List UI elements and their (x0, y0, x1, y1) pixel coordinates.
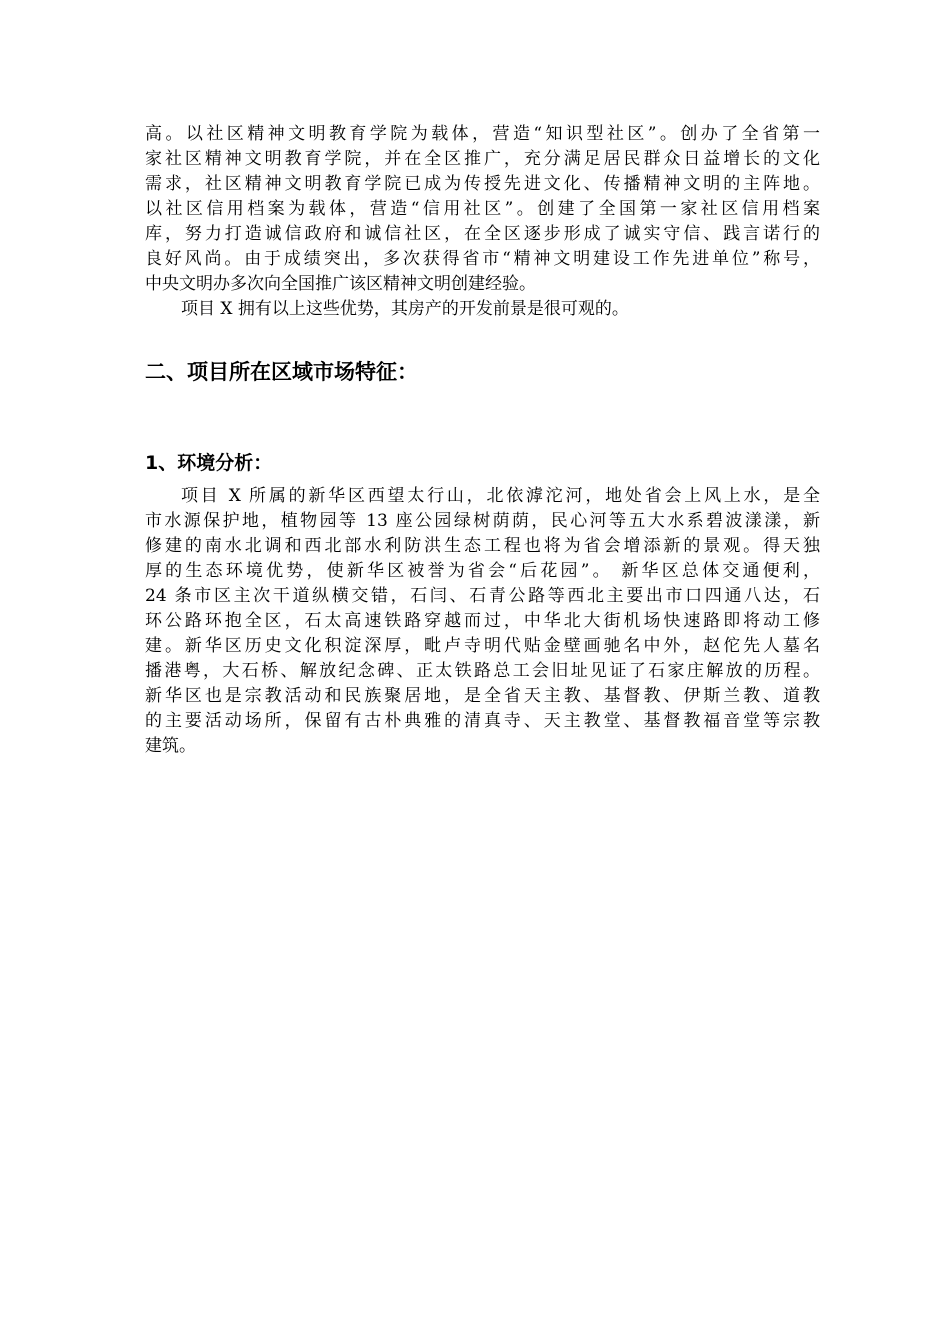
paragraph-line: 环公路环抱全区，石太高速铁路穿越而过，中华北大街机场快速路即将动工修 (145, 611, 820, 631)
paragraph-line: 24 条市区主次干道纵横交错，石闫、石青公路等西北主要出市口四通八达，石 (145, 586, 820, 606)
paragraph-line: 厚的生态环境优势，使新华区被誉为省会“后花园”。 新华区总体交通便利， (145, 561, 820, 581)
paragraph-line: 修建的南水北调和西北部水利防洪生态工程也将为省会增添新的景观。得天独 (145, 536, 820, 556)
paragraph-line: 中央文明办多次向全国推广该区精神文明创建经验。 (145, 274, 536, 294)
paragraph-line: 家社区精神文明教育学院，并在全区推广，充分满足居民群众日益增长的文化 (145, 149, 820, 169)
paragraph-line: 建筑。 (145, 736, 196, 756)
paragraph-line: 市水源保护地，植物园等 13 座公园绿树荫荫，民心河等五大水系碧波漾漾，新 (145, 511, 820, 531)
paragraph-line: 的主要活动场所，保留有古朴典雅的清真寺、天主教堂、基督教福音堂等宗教 (145, 711, 820, 731)
paragraph-project-advantages (145, 297, 820, 322)
subsection-heading-environment: 1、环境分析： (145, 452, 273, 474)
paragraph-spiritual-civilization (145, 122, 820, 297)
paragraph-line: 建。新华区历史文化积淀深厚，毗卢寺明代贴金壁画驰名中外，赵佗先人墓名 (145, 636, 820, 656)
paragraph-environment-analysis (145, 484, 820, 759)
paragraph-line: 项目 X 拥有以上这些优势，其房产的开发前景是很可观的。 (181, 299, 629, 319)
paragraph-line: 以社区信用档案为载体，营造“信用社区”。创建了全国第一家社区信用档案 (145, 199, 820, 219)
paragraph-line: 项目 X 所属的新华区西望太行山，北依滹沱河，地处省会上风上水，是全 (181, 486, 820, 506)
paragraph-line: 高。以社区精神文明教育学院为载体，营造“知识型社区”。创办了全省第一 (145, 124, 820, 144)
paragraph-line: 新华区也是宗教活动和民族聚居地，是全省天主教、基督教、伊斯兰教、道教 (145, 686, 820, 706)
paragraph-line: 库，努力打造诚信政府和诚信社区，在全区逐步形成了诚实守信、践言诺行的 (145, 224, 820, 244)
section-heading-regional-market: 二、项目所在区域市场特征： (145, 360, 418, 384)
paragraph-line: 需求，社区精神文明教育学院已成为传授先进文化、传播精神文明的主阵地。 (145, 174, 820, 194)
paragraph-line: 播港粤，大石桥、解放纪念碑、正太铁路总工会旧址见证了石家庄解放的历程。 (145, 661, 820, 681)
paragraph-line: 良好风尚。由于成绩突出，多次获得省市“精神文明建设工作先进单位”称号， (145, 249, 820, 269)
